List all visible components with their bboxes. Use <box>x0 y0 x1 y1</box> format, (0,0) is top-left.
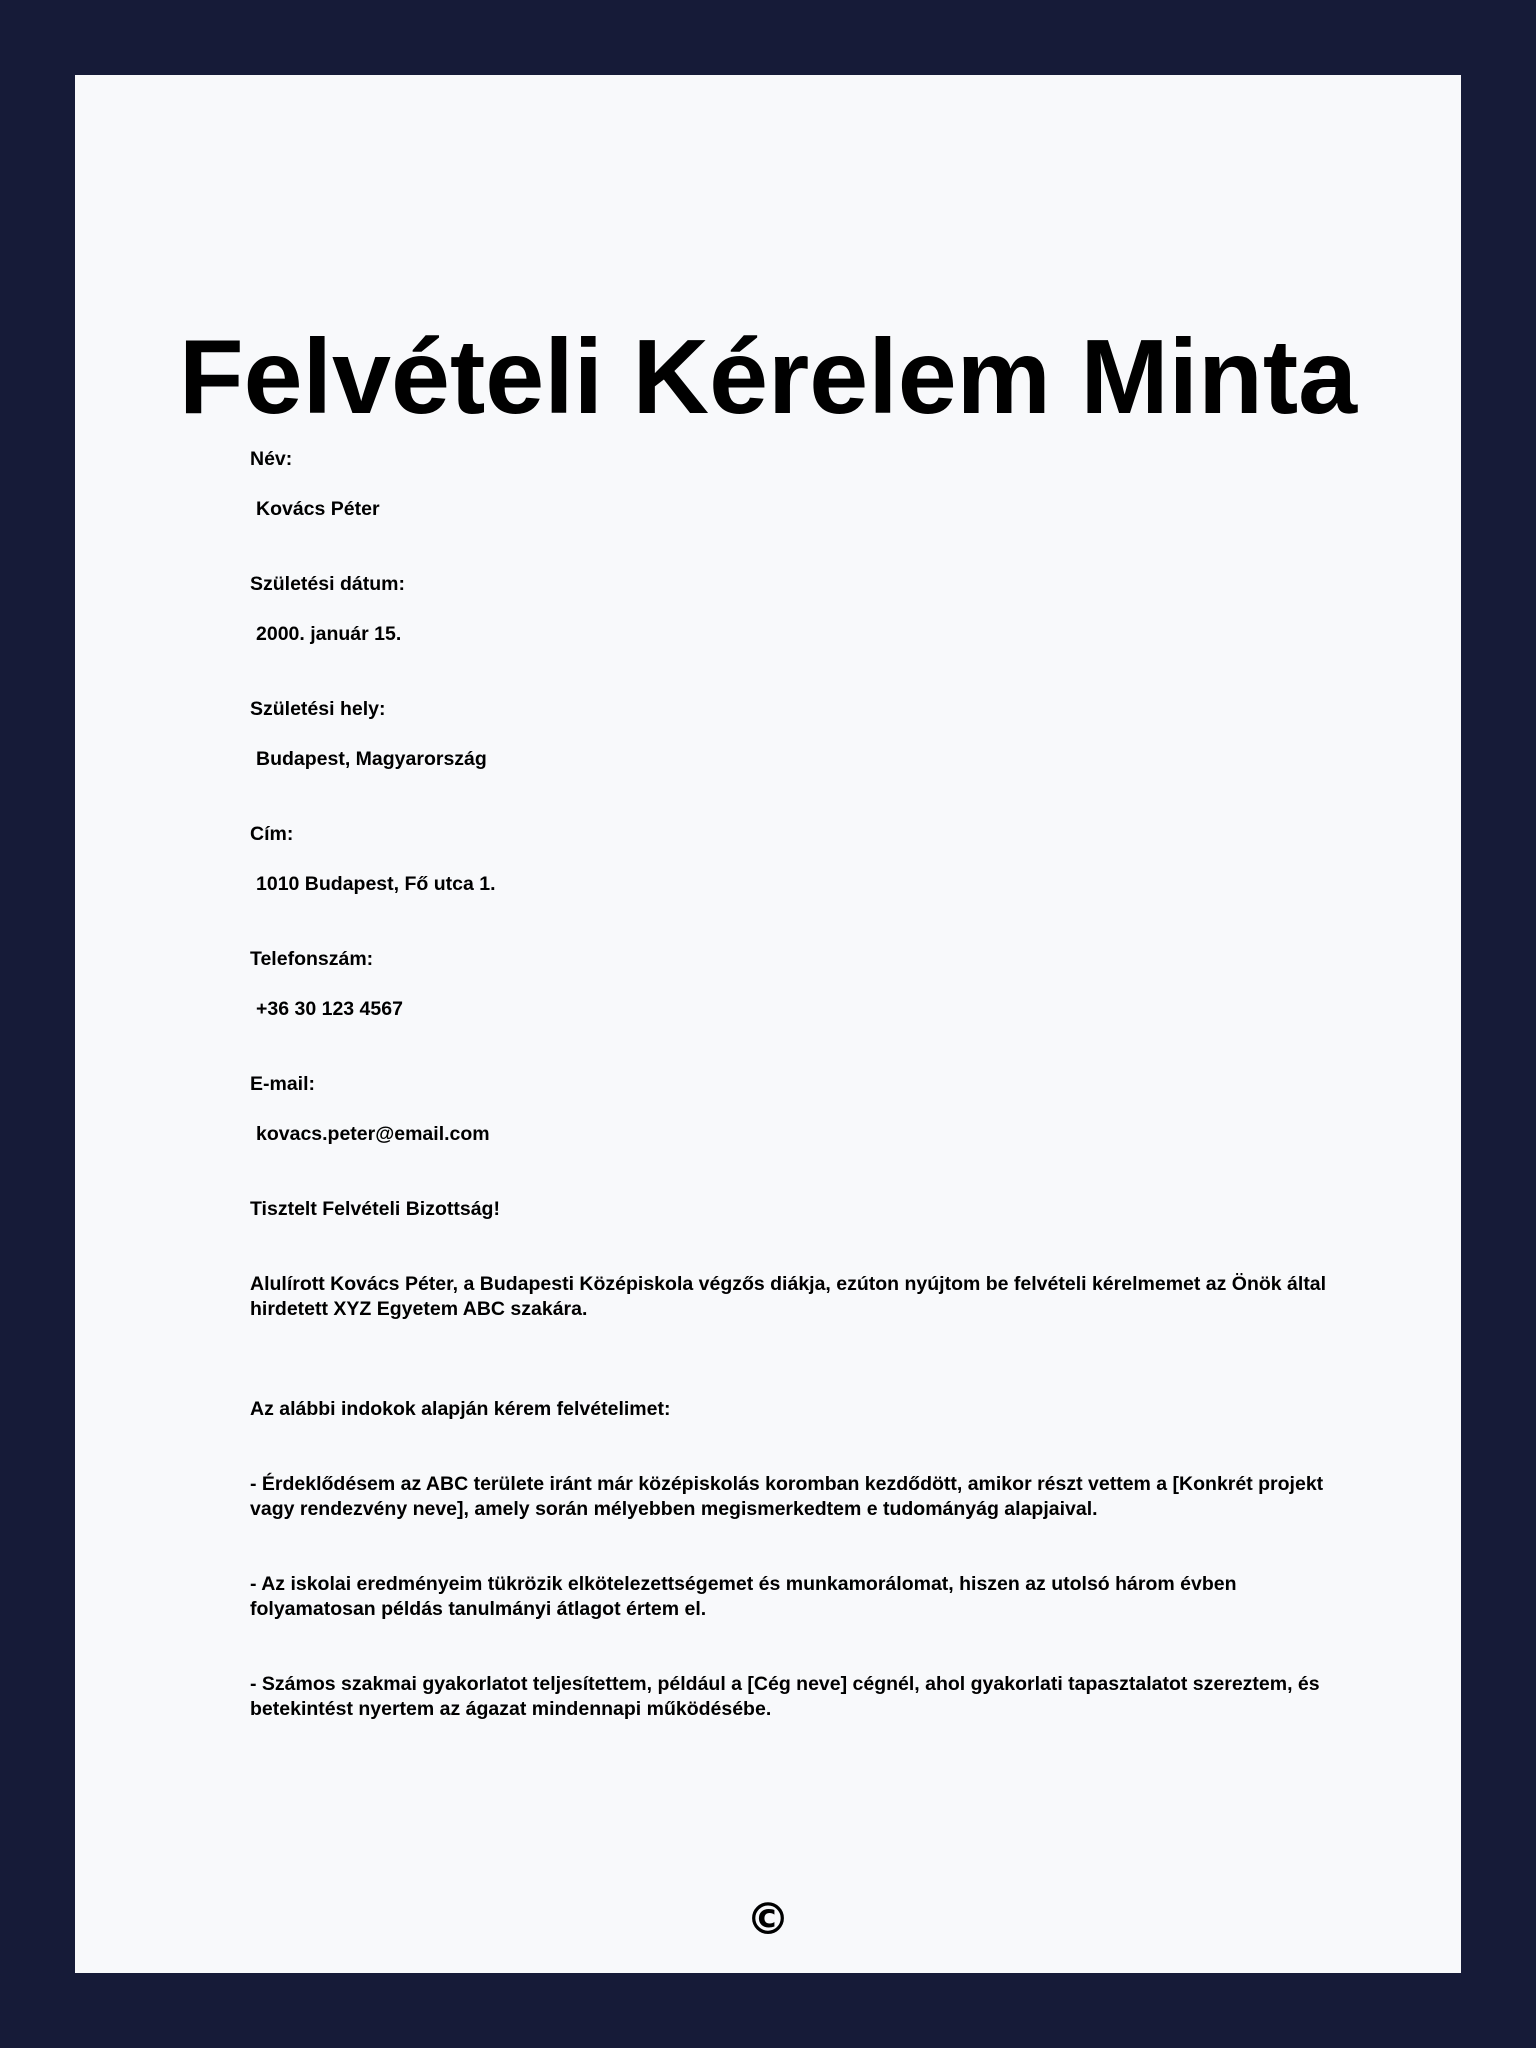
field-birth-date <box>250 572 1350 647</box>
copyright-icon: © <box>746 1894 790 1945</box>
salutation: Tisztelt Felvételi Bizottság! <box>250 1198 500 1220</box>
field-phone <box>250 947 1350 1022</box>
document-page <box>75 75 1461 1973</box>
reasons-intro: Az alábbi indokok alapján kérem felvételimet: <box>250 1398 671 1420</box>
field-label: Telefonszám: <box>250 948 374 970</box>
reason-item: - Számos szakmai gyakorlatot teljesítettem, például a [Cég neve] cégnél, ahol gyakorlati tapasztalatot szereztem, és betekintést nyertem az ágazat mindennapi működésébe. <box>250 1673 1320 1720</box>
reason-item: - Érdeklődésem az ABC területe iránt már középiskolás koromban kezdődött, amikor részt vettem a [Konkrét projekt vagy rendezvény neve], amely során mélyebben megismerkedtem e tudományág alapjaival. <box>250 1473 1324 1520</box>
field-value: kovacs.peter@email.com <box>256 1123 490 1145</box>
field-value: Kovács Péter <box>256 498 380 520</box>
field-label: E-mail: <box>250 1073 316 1095</box>
reason-item: - Az iskolai eredményeim tükrözik elkötelezettségemet és munkamorálomat, hiszen az utolsó három évben folyamatosan példás tanulmányi átlagot értem el. <box>250 1573 1237 1620</box>
field-value: +36 30 123 4567 <box>256 998 403 1020</box>
field-email <box>250 1072 1350 1147</box>
document-body <box>250 447 1350 1722</box>
field-label: Név: <box>250 448 293 470</box>
document-title: Felvételi Kérelem Minta <box>178 318 1358 436</box>
field-birth-place <box>250 697 1350 772</box>
field-value: Budapest, Magyarország <box>256 748 487 770</box>
field-address <box>250 822 1350 897</box>
field-label: Cím: <box>250 823 294 845</box>
field-label: Születési dátum: <box>250 573 405 595</box>
field-value: 1010 Budapest, Fő utca 1. <box>256 873 496 895</box>
intro-paragraph: Alulírott Kovács Péter, a Budapesti Középiskola végzős diákja, ezúton nyújtom be felvételi kérelmemet az Önök által hirdetett XYZ Egyetem ABC szakára. <box>250 1273 1327 1320</box>
field-value: 2000. január 15. <box>256 623 402 645</box>
field-label: Születési hely: <box>250 698 386 720</box>
field-name <box>250 447 1350 522</box>
